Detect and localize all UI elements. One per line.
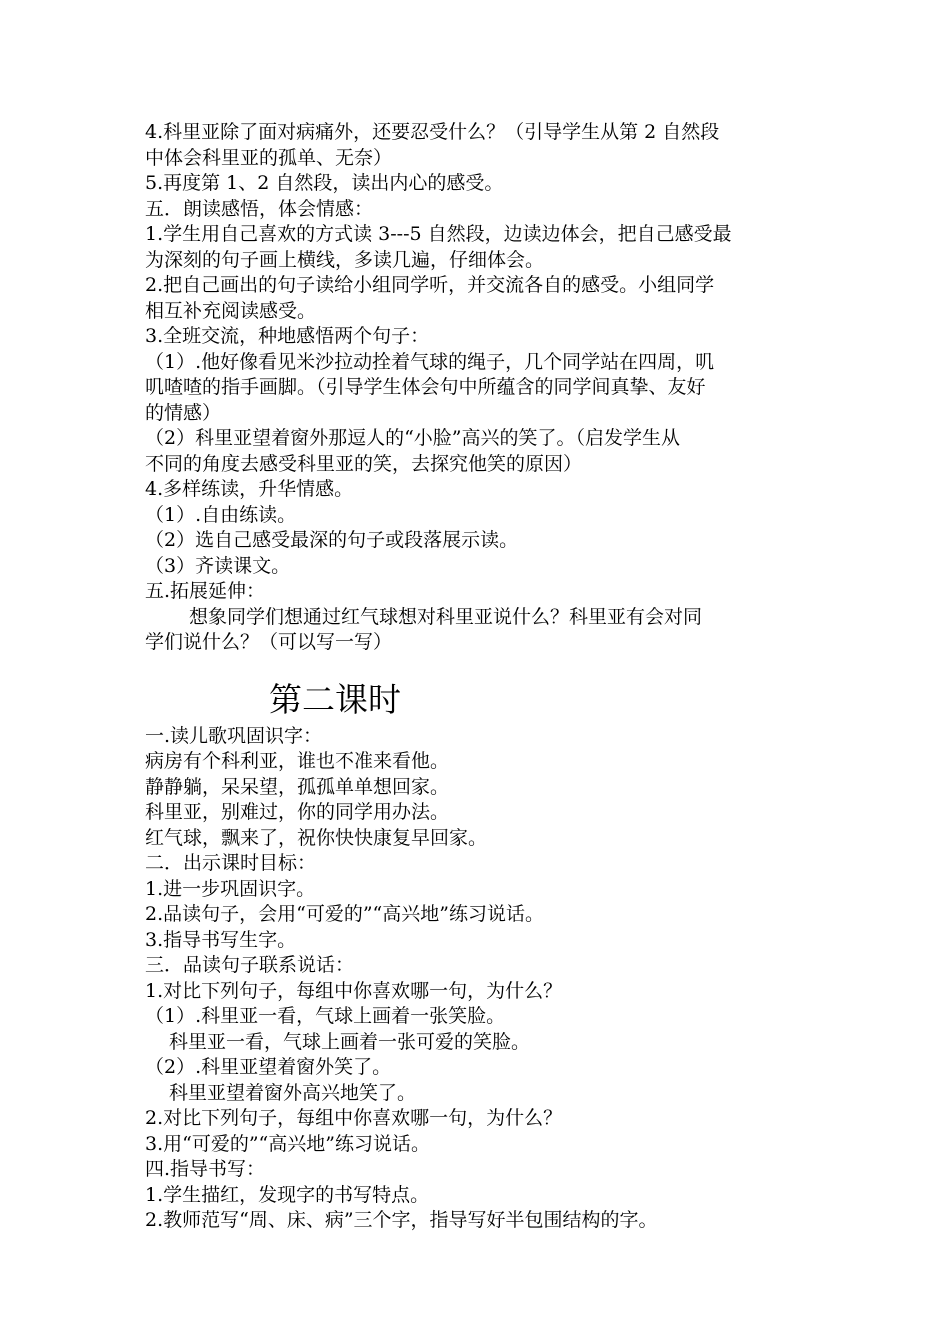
text-line: 1.对比下列句子，每组中你喜欢哪一句，为什么？ xyxy=(145,979,563,1002)
text-line: 1.进一步巩固识字。 xyxy=(145,877,316,900)
text-line: 3.全班交流，种地感悟两个句子： xyxy=(145,325,430,347)
text-line: （2）科里亚望着窗外那逗人的“小脸”高兴的笑了。（启发学生从 xyxy=(145,427,681,449)
section-heading: 二．出示课时目标： xyxy=(145,852,317,874)
text-line: （1）.自由练读。 xyxy=(145,503,297,526)
text-line: 2.对比下列句子，每组中你喜欢哪一句，为什么？ xyxy=(145,1107,563,1129)
text-line: 中体会科里亚的孤单、无奈） xyxy=(145,146,393,169)
section-heading: 三．品读句子联系说话： xyxy=(145,954,355,976)
text-line: （3）齐读课文。 xyxy=(145,554,291,577)
text-line: 相互补充阅读感受。 xyxy=(145,299,317,322)
text-line: 2.教师范写“周、床、病”三个字，指导写好半包围结构的字。 xyxy=(145,1209,658,1231)
text-line: 2.品读句子，会用“可爱的”“高兴地”练习说话。 xyxy=(145,903,544,925)
section-heading: 五.拓展延伸： xyxy=(145,580,266,602)
section-heading: 一.读儿歌巩固识字： xyxy=(145,724,323,747)
page-title: 第二课时 xyxy=(269,679,401,719)
text-line: 4.科里亚除了面对病痛外，还要忍受什么？（引导学生从第 2 自然段 xyxy=(145,121,720,143)
section-heading: 四.指导书写： xyxy=(145,1158,266,1180)
text-line: 4.多样练读，升华情感。 xyxy=(145,478,354,500)
text-line: （1）.他好像看见米沙拉动拴着气球的绳子，几个同学站在四周，叽 xyxy=(145,350,715,373)
text-line: 为深刻的句子画上横线，多读几遍，仔细体会。 xyxy=(145,248,545,271)
text-line: 科里亚望着窗外高兴地笑了。 xyxy=(169,1081,417,1104)
text-line: （2）选自己感受最深的句子或段落展示读。 xyxy=(145,529,519,551)
text-line: 3.指导书写生字。 xyxy=(145,928,297,951)
text-line: 不同的角度去感受科里亚的笑，去探究他笑的原因） xyxy=(145,452,583,475)
text-line: （2）.科里亚望着窗外笑了。 xyxy=(145,1056,392,1078)
text-line: 想象同学们想通过红气球想对科里亚说什么？科里亚有会对同 xyxy=(189,605,703,628)
text-line: 1.学生描红，发现字的书写特点。 xyxy=(145,1183,430,1206)
text-line: 2.把自己画出的句子读给小组同学听，并交流各自的感受。小组同学 xyxy=(145,274,715,296)
text-line: 5.再度第 1、2 自然段，读出内心的感受。 xyxy=(145,172,504,194)
text-line: 病房有个科利亚，谁也不准来看他。 xyxy=(145,750,450,772)
text-line: 科里亚一看，气球上画着一张可爱的笑脸。 xyxy=(169,1030,531,1053)
text-line: 科里亚，别难过，你的同学用办法。 xyxy=(145,801,450,823)
document-page xyxy=(145,120,815,1234)
text-line: 红气球，飘来了，祝你快快康复早回家。 xyxy=(145,826,488,849)
text-line: 3.用“可爱的”“高兴地”练习说话。 xyxy=(145,1132,430,1155)
text-line: （1）.科里亚一看，气球上画着一张笑脸。 xyxy=(145,1005,506,1027)
text-line: 学们说什么？（可以写一写） xyxy=(145,631,393,653)
text-line: 叽喳喳的指手画脚。（引导学生体会句中所蕴含的同学间真挚、友好 xyxy=(145,376,706,398)
text-line: 的情感） xyxy=(145,401,222,424)
text-line: 静静躺，呆呆望，孤孤单单想回家。 xyxy=(145,775,450,798)
section-heading: 五．朗读感悟，体会情感： xyxy=(145,197,374,220)
text-line: 1.学生用自己喜欢的方式读 3---5 自然段，边读边体会，把自己感受最 xyxy=(145,223,732,245)
